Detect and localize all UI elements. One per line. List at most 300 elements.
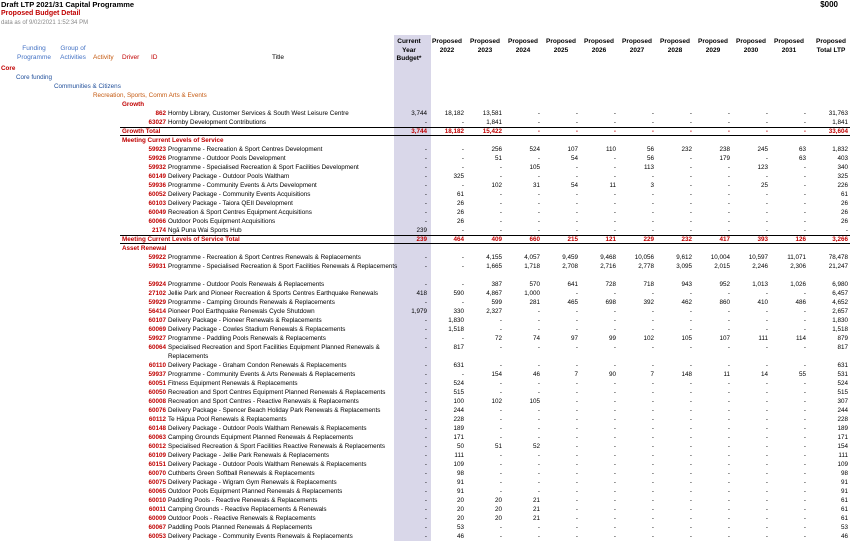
- table-row: [0, 388, 850, 397]
- value-cell: -: [727, 434, 730, 441]
- value-cell: -: [499, 380, 502, 387]
- value-cell: 91: [840, 488, 848, 495]
- project-id: 60076: [148, 407, 166, 414]
- value-cell: 1,841: [832, 119, 848, 126]
- value-cell: 54: [570, 155, 578, 162]
- value-cell: -: [727, 479, 730, 486]
- value-cell: -: [803, 173, 806, 180]
- value-cell: 46: [532, 371, 540, 378]
- value-cell: -: [727, 362, 730, 369]
- value-cell: -: [803, 533, 806, 540]
- value-cell: 4,652: [832, 299, 848, 306]
- value-cell: -: [575, 218, 578, 225]
- project-id: 59931: [148, 263, 166, 270]
- project-id: 59923: [148, 146, 166, 153]
- value-cell: -: [424, 119, 427, 126]
- value-cell: -: [765, 191, 768, 198]
- value-cell: 1,013: [752, 281, 768, 288]
- table-row: [0, 307, 850, 316]
- value-cell: 4,057: [524, 254, 540, 261]
- value-cell: 524: [453, 380, 464, 387]
- project-id: 60064: [148, 344, 166, 351]
- project-id: 60063: [148, 434, 166, 441]
- value-cell: -: [499, 470, 502, 477]
- table-row: [0, 514, 850, 523]
- value-cell: 50: [456, 443, 464, 450]
- value-cell: -: [613, 425, 616, 432]
- value-cell: -: [651, 218, 654, 225]
- project-title: Paddling Pools - Reactive Renewals & Replacements: [168, 497, 318, 504]
- value-cell: -: [613, 308, 616, 315]
- value-cell: -: [689, 155, 692, 162]
- value-cell: -: [499, 191, 502, 198]
- value-cell: 325: [837, 173, 848, 180]
- value-cell: 26: [456, 200, 464, 207]
- value-cell: 1,000: [524, 290, 540, 297]
- value-cell: 63: [798, 146, 806, 153]
- value-cell: -: [689, 452, 692, 459]
- value-cell: -: [537, 326, 540, 333]
- project-id: 60149: [148, 173, 166, 180]
- value-cell: -: [424, 209, 427, 216]
- value-cell: 244: [453, 407, 464, 414]
- value-cell: -: [537, 227, 540, 234]
- value-cell: -: [613, 398, 616, 405]
- value-cell: -: [461, 227, 464, 234]
- value-cell: -: [689, 344, 692, 351]
- value-cell: -: [424, 443, 427, 450]
- value-cell: 46: [840, 533, 848, 540]
- value-cell: -: [727, 452, 730, 459]
- value-cell: -: [765, 488, 768, 495]
- value-cell: 111: [838, 452, 848, 459]
- value-cell: -: [575, 164, 578, 171]
- value-cell: -: [575, 344, 578, 351]
- value-cell: 2,657: [832, 308, 848, 315]
- value-cell: -: [651, 389, 654, 396]
- value-cell: -: [689, 128, 692, 135]
- project-id: 60110: [148, 362, 166, 369]
- value-cell: 232: [681, 146, 692, 153]
- value-cell: 107: [567, 146, 578, 153]
- value-cell: 111: [454, 452, 464, 459]
- project-title: Camping Grounds Equipment Planned Renewals & Replacements: [168, 434, 354, 441]
- driver-growth: Growth: [122, 101, 145, 108]
- project-id: 60103: [148, 200, 166, 207]
- project-id: 59929: [148, 299, 166, 306]
- value-cell: -: [613, 218, 616, 225]
- project-id: 60075: [148, 479, 166, 486]
- project-title: Programme - Community Events & Arts Development: [168, 182, 317, 189]
- value-cell: -: [765, 119, 768, 126]
- value-cell: -: [727, 164, 730, 171]
- table-row: [0, 532, 850, 541]
- value-cell: 2,306: [790, 263, 806, 270]
- project-id: 27102: [148, 290, 166, 297]
- value-cell: -: [537, 389, 540, 396]
- value-cell: -: [613, 155, 616, 162]
- value-cell: 20: [456, 497, 464, 504]
- value-cell: 417: [719, 236, 730, 243]
- value-cell: -: [689, 389, 692, 396]
- table-row: [0, 460, 850, 469]
- value-cell: -: [727, 488, 730, 495]
- value-cell: -: [424, 389, 427, 396]
- value-cell: -: [613, 344, 616, 351]
- value-cell: 91: [456, 479, 464, 486]
- total-label: Meeting Current Levels of Service Total: [122, 236, 240, 243]
- value-cell: -: [765, 443, 768, 450]
- value-cell: 26: [456, 209, 464, 216]
- project-id: 59926: [148, 155, 166, 162]
- value-cell: 226: [837, 182, 848, 189]
- table-row: [0, 469, 850, 478]
- table-row: [0, 109, 850, 118]
- value-cell: -: [424, 344, 427, 351]
- value-cell: -: [651, 434, 654, 441]
- project-title: Programme - Specialised Recreation & Sport Facilities Development: [168, 164, 359, 171]
- value-cell: -: [613, 173, 616, 180]
- table-row: [0, 289, 850, 298]
- value-cell: -: [651, 344, 654, 351]
- value-cell: 61: [840, 497, 848, 504]
- project-title: Delivery Package - Outdoor Pools Waltham: [168, 173, 290, 180]
- value-cell: -: [499, 425, 502, 432]
- value-cell: 20: [494, 515, 502, 522]
- value-cell: 9,459: [562, 254, 578, 261]
- value-cell: 879: [837, 335, 848, 342]
- value-cell: -: [537, 380, 540, 387]
- project-title: Delivery Package - Graham Condon Renewals & Replacements: [168, 362, 347, 369]
- table-row: [0, 118, 850, 127]
- project-id: 60010: [148, 497, 166, 504]
- data-timestamp: data as of 9/02/2021 1:52:34 PM: [1, 20, 89, 26]
- value-cell: 11: [609, 182, 616, 189]
- total-label: Growth Total: [122, 128, 161, 135]
- project-title: Delivery Package - Community Events Renewals & Replacements: [168, 533, 353, 540]
- project-title: Hornby Library, Customer Services & South West Leisure Centre: [168, 110, 349, 117]
- value-cell: 111: [758, 335, 768, 342]
- value-cell: 189: [453, 425, 464, 432]
- value-cell: -: [689, 317, 692, 324]
- value-cell: -: [499, 317, 502, 324]
- value-cell: 1,518: [448, 326, 464, 333]
- value-cell: -: [575, 200, 578, 207]
- value-cell: -: [461, 299, 464, 306]
- value-cell: -: [727, 110, 730, 117]
- project-id: 60148: [148, 425, 166, 432]
- value-cell: -: [613, 119, 616, 126]
- value-cell: -: [803, 497, 806, 504]
- value-cell: -: [765, 200, 768, 207]
- value-cell: -: [803, 470, 806, 477]
- value-cell: -: [803, 443, 806, 450]
- value-cell: 281: [529, 299, 540, 306]
- value-cell: -: [803, 182, 806, 189]
- table-row: [0, 208, 850, 217]
- table-row: [0, 145, 850, 154]
- value-cell: -: [613, 515, 616, 522]
- value-cell: 109: [453, 461, 464, 468]
- value-cell: -: [803, 389, 806, 396]
- project-title: Delivery Package - Cowles Stadium Renewals & Replacements: [168, 326, 346, 333]
- value-cell: -: [613, 461, 616, 468]
- project-id: 59927: [148, 335, 166, 342]
- value-cell: -: [424, 191, 427, 198]
- value-cell: -: [803, 407, 806, 414]
- value-cell: -: [651, 524, 654, 531]
- value-cell: -: [651, 452, 654, 459]
- value-cell: -: [537, 209, 540, 216]
- value-cell: -: [727, 524, 730, 531]
- value-cell: -: [575, 317, 578, 324]
- value-cell: -: [727, 470, 730, 477]
- value-cell: -: [424, 425, 427, 432]
- value-cell: -: [689, 200, 692, 207]
- value-cell: -: [575, 434, 578, 441]
- value-cell: -: [537, 317, 540, 324]
- value-cell: -: [765, 524, 768, 531]
- value-cell: -: [651, 290, 654, 297]
- value-cell: 97: [570, 335, 578, 342]
- value-cell: 21: [532, 506, 540, 513]
- value-cell: 631: [453, 362, 464, 369]
- value-cell: 524: [529, 146, 540, 153]
- project-title: Replacements: [168, 353, 209, 360]
- value-cell: -: [499, 533, 502, 540]
- value-cell: -: [537, 407, 540, 414]
- value-cell: -: [575, 533, 578, 540]
- value-cell: -: [651, 128, 654, 135]
- value-cell: -: [461, 164, 464, 171]
- value-cell: 91: [840, 479, 848, 486]
- value-cell: -: [575, 326, 578, 333]
- value-cell: -: [613, 209, 616, 216]
- value-cell: -: [765, 380, 768, 387]
- value-cell: 105: [529, 164, 540, 171]
- value-cell: -: [689, 443, 692, 450]
- value-cell: 462: [681, 299, 692, 306]
- value-cell: -: [727, 191, 730, 198]
- project-title: Jellie Park and Pioneer Recreation & Sports Centres Earthquake Renewals: [168, 290, 379, 297]
- value-cell: -: [689, 488, 692, 495]
- value-cell: -: [651, 479, 654, 486]
- value-cell: 20: [456, 515, 464, 522]
- value-cell: -: [765, 308, 768, 315]
- value-cell: -: [651, 380, 654, 387]
- value-cell: -: [537, 488, 540, 495]
- project-title: Outdoor Pools Equipment Acquisitions: [168, 218, 276, 225]
- table-row: [0, 181, 850, 190]
- value-cell: -: [575, 173, 578, 180]
- project-id: 60049: [148, 209, 166, 216]
- group-communities: Communities & Citizens: [54, 83, 121, 90]
- table-row: [0, 505, 850, 514]
- value-cell: -: [689, 506, 692, 513]
- project-title: Recreation & Sport Centres Equipment Acquisitions: [168, 209, 312, 216]
- project-id: 59932: [148, 164, 166, 171]
- value-cell: 228: [453, 416, 464, 423]
- value-cell: 21: [532, 497, 540, 504]
- value-cell: 51: [494, 443, 502, 450]
- value-cell: -: [424, 146, 427, 153]
- value-cell: -: [499, 164, 502, 171]
- value-cell: -: [689, 398, 692, 405]
- value-cell: 403: [837, 155, 848, 162]
- value-cell: -: [689, 326, 692, 333]
- value-cell: -: [499, 344, 502, 351]
- value-cell: -: [537, 191, 540, 198]
- value-cell: -: [613, 227, 616, 234]
- value-cell: -: [727, 182, 730, 189]
- value-cell: 53: [456, 524, 464, 531]
- value-cell: -: [424, 470, 427, 477]
- table-row: [0, 343, 850, 352]
- value-cell: 154: [837, 443, 848, 450]
- value-cell: 3,095: [676, 263, 692, 270]
- value-cell: -: [575, 497, 578, 504]
- column-header: Proposed 2022: [432, 38, 462, 54]
- value-cell: -: [689, 533, 692, 540]
- value-cell: -: [727, 227, 730, 234]
- value-cell: -: [803, 164, 806, 171]
- value-cell: -: [575, 479, 578, 486]
- value-cell: -: [424, 497, 427, 504]
- value-cell: 10,056: [634, 254, 654, 261]
- value-cell: -: [424, 416, 427, 423]
- value-cell: -: [499, 488, 502, 495]
- value-cell: -: [727, 425, 730, 432]
- value-cell: 189: [837, 425, 848, 432]
- table-row: [0, 163, 850, 172]
- value-cell: -: [537, 110, 540, 117]
- value-cell: 10,004: [710, 254, 730, 261]
- value-cell: 641: [567, 281, 578, 288]
- value-cell: 90: [608, 371, 616, 378]
- value-cell: 109: [837, 461, 848, 468]
- value-cell: -: [765, 497, 768, 504]
- value-cell: 31: [532, 182, 540, 189]
- value-cell: -: [537, 173, 540, 180]
- value-cell: 387: [491, 281, 502, 288]
- value-cell: -: [727, 407, 730, 414]
- column-header: Proposed 2026: [584, 38, 614, 54]
- value-cell: -: [727, 308, 730, 315]
- value-cell: -: [651, 173, 654, 180]
- value-cell: -: [727, 218, 730, 225]
- value-cell: 6,980: [832, 281, 848, 288]
- project-title: Te Hāpua Pool Renewals & Replacements: [168, 416, 287, 423]
- project-title: Cuthberts Green Softball Renewals & Replacements: [168, 470, 315, 477]
- project-id: 60012: [148, 443, 166, 450]
- driver-asset-renewal: Asset Renewal: [122, 245, 167, 252]
- value-cell: 1,841: [486, 119, 502, 126]
- value-cell: 2,015: [714, 263, 730, 270]
- value-cell: -: [651, 119, 654, 126]
- value-cell: -: [727, 200, 730, 207]
- table-row: [0, 361, 850, 370]
- value-cell: -: [575, 416, 578, 423]
- value-cell: -: [575, 128, 578, 135]
- column-header: Proposed 2031: [774, 38, 804, 54]
- value-cell: -: [613, 452, 616, 459]
- value-cell: -: [424, 263, 427, 270]
- project-title: Fitness Equipment Renewals & Replacements: [168, 380, 298, 387]
- project-id: 59924: [148, 281, 166, 288]
- value-cell: 245: [757, 146, 768, 153]
- value-cell: -: [424, 200, 427, 207]
- value-cell: -: [575, 191, 578, 198]
- value-cell: -: [765, 416, 768, 423]
- value-cell: -: [727, 317, 730, 324]
- value-cell: -: [765, 290, 768, 297]
- project-title: Programme - Outdoor Pools Renewals & Replacements: [168, 281, 325, 288]
- value-cell: -: [461, 335, 464, 342]
- project-title: Paddling Pools Planned Renewals & Replacements: [168, 524, 313, 531]
- value-cell: -: [499, 434, 502, 441]
- value-cell: -: [765, 398, 768, 405]
- value-cell: -: [803, 119, 806, 126]
- value-cell: -: [575, 209, 578, 216]
- value-cell: -: [613, 434, 616, 441]
- value-cell: 53: [840, 524, 848, 531]
- value-cell: 171: [453, 434, 464, 441]
- value-cell: -: [613, 506, 616, 513]
- project-id: 2174: [151, 227, 166, 234]
- value-cell: -: [651, 470, 654, 477]
- driver-meeting-levels: Meeting Current Levels of Service: [122, 137, 224, 144]
- value-cell: 98: [840, 470, 848, 477]
- value-cell: 52: [532, 443, 540, 450]
- value-cell: -: [613, 110, 616, 117]
- title-header: Title: [272, 54, 285, 61]
- value-cell: -: [424, 407, 427, 414]
- value-cell: -: [613, 407, 616, 414]
- value-cell: 14: [760, 371, 768, 378]
- value-cell: -: [424, 380, 427, 387]
- project-id: 60009: [148, 515, 166, 522]
- value-cell: -: [727, 515, 730, 522]
- activity-header: Activity: [93, 54, 114, 61]
- value-cell: -: [613, 380, 616, 387]
- table-row: [0, 172, 850, 181]
- project-id: 59922: [148, 254, 166, 261]
- project-title: Programme - Camping Grounds Renewals & Replacements: [168, 299, 335, 306]
- value-cell: -: [613, 317, 616, 324]
- project-title: Specialised Recreation and Sport Facilities Equipment Planned Renewals &: [168, 344, 380, 351]
- value-cell: 6,457: [832, 290, 848, 297]
- value-cell: 11: [723, 371, 730, 378]
- value-cell: -: [424, 299, 427, 306]
- column-header: Proposed 2024: [508, 38, 538, 54]
- column-header: Current Year Budget*: [396, 38, 422, 62]
- total-rule: [120, 243, 850, 244]
- value-cell: 410: [757, 299, 768, 306]
- value-cell: -: [765, 128, 768, 135]
- table-row: [0, 370, 850, 379]
- value-cell: -: [537, 425, 540, 432]
- value-cell: -: [651, 488, 654, 495]
- value-cell: 2,327: [486, 308, 502, 315]
- value-cell: -: [727, 497, 730, 504]
- value-cell: -: [537, 218, 540, 225]
- value-cell: -: [689, 173, 692, 180]
- value-cell: -: [499, 326, 502, 333]
- value-cell: -: [575, 461, 578, 468]
- project-title: Delivery Package - Taiora QEII Development: [168, 200, 293, 207]
- value-cell: -: [651, 443, 654, 450]
- value-cell: -: [689, 470, 692, 477]
